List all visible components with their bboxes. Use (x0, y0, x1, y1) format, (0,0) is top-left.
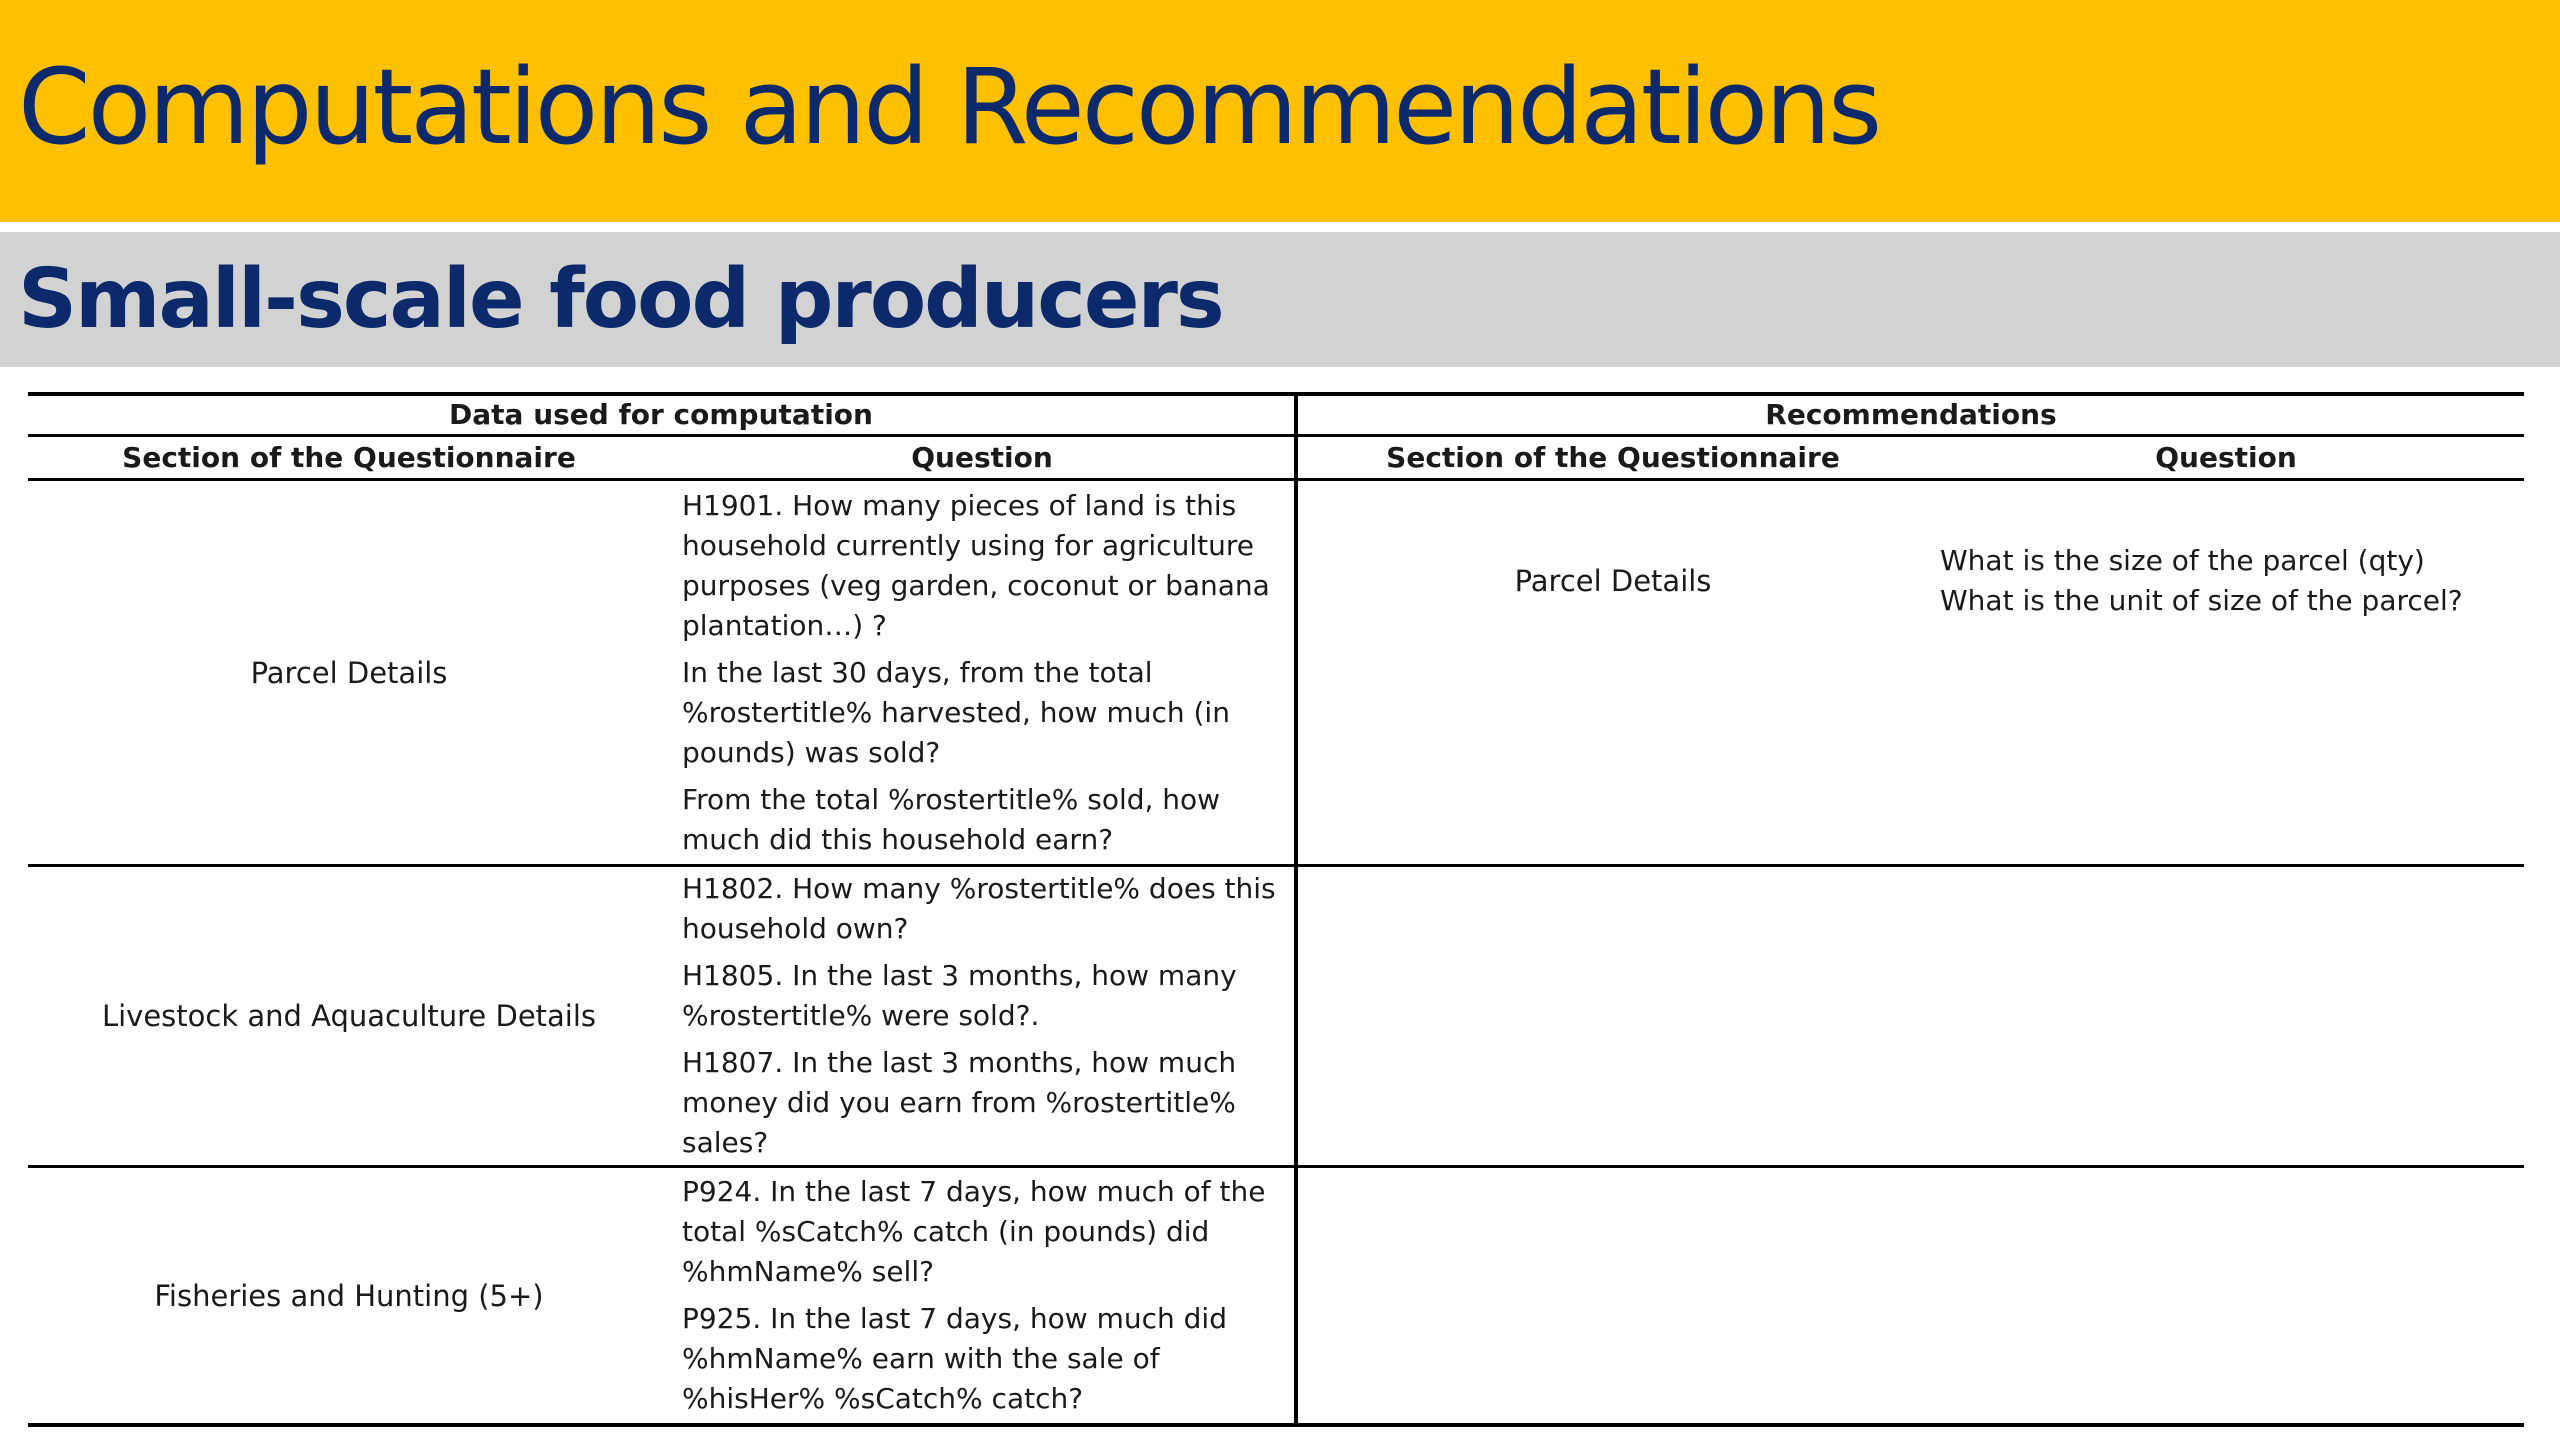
column-header-rec-section-label: Section of the Questionnaire (1386, 440, 1840, 474)
section-label-livestock: Livestock and Aquaculture Details (101, 999, 597, 1033)
slide-title: Computations and Recommendations (18, 46, 1880, 168)
rec-section-cell (1298, 481, 1928, 681)
group-header-recommendations (1298, 396, 2524, 434)
subtitle-banner (0, 232, 2560, 367)
table-row-questions (670, 481, 1294, 864)
column-header-section (28, 437, 670, 478)
rec-section-label-parcel: Parcel Details (1514, 564, 1712, 598)
column-header-rec-question (1928, 437, 2524, 478)
column-header-question (670, 437, 1294, 478)
title-banner (0, 0, 2560, 222)
column-header-section-label: Section of the Questionnaire (122, 440, 576, 474)
rec-question-text: What is the unit of size of the parcel? (1940, 584, 2463, 617)
rec-questions-cell (1928, 481, 2524, 681)
column-header-rec-section (1298, 437, 1928, 478)
section-label-fisheries: Fisheries and Hunting (5+) (154, 1278, 544, 1313)
group-header-data (28, 396, 1294, 434)
section-label-parcel: Parcel Details (250, 655, 448, 690)
question-text: P925. In the last 7 days, how much did %hmName% earn with the sale of %hisHer% %sCatch% catch? (682, 1302, 1227, 1415)
table-row-section (28, 1168, 670, 1423)
table-row-questions (670, 1168, 1294, 1423)
group-header-data-label: Data used for computation (449, 398, 873, 431)
table-row-questions (670, 867, 1294, 1165)
slide-subtitle: Small-scale food producers (18, 252, 1223, 347)
table-row-section (28, 481, 670, 864)
table-row-section (28, 867, 670, 1165)
column-header-rec-question-label: Question (2155, 440, 2297, 474)
question-text: In the last 30 days, from the total %rostertitle% harvested, how much (in pounds) was sold? (682, 655, 1230, 769)
group-header-recommendations-label: Recommendations (1765, 398, 2057, 431)
question-text: H1802. How many %rostertitle% does this household own? (682, 872, 1276, 945)
table-bottom-rule (28, 1423, 2524, 1427)
question-text: H1901. How many pieces of land is this household currently using for agriculture purposes (veg garden, coconut or banana plantation…) ? (682, 488, 1270, 642)
question-text: P924. In the last 7 days, how much of the total %sCatch% catch (in pounds) did %hmName% sell? (682, 1175, 1266, 1288)
rec-question-text: What is the size of the parcel (qty) (1940, 544, 2425, 577)
computations-table (28, 392, 2524, 1430)
question-text: From the total %rostertitle% sold, how much did this household earn? (682, 782, 1221, 856)
question-text: H1805. In the last 3 months, how many %rostertitle% were sold?. (682, 959, 1237, 1032)
column-header-question-label: Question (911, 440, 1053, 474)
question-text: H1807. In the last 3 months, how much money did you earn from %rostertitle% sales? (682, 1046, 1237, 1159)
